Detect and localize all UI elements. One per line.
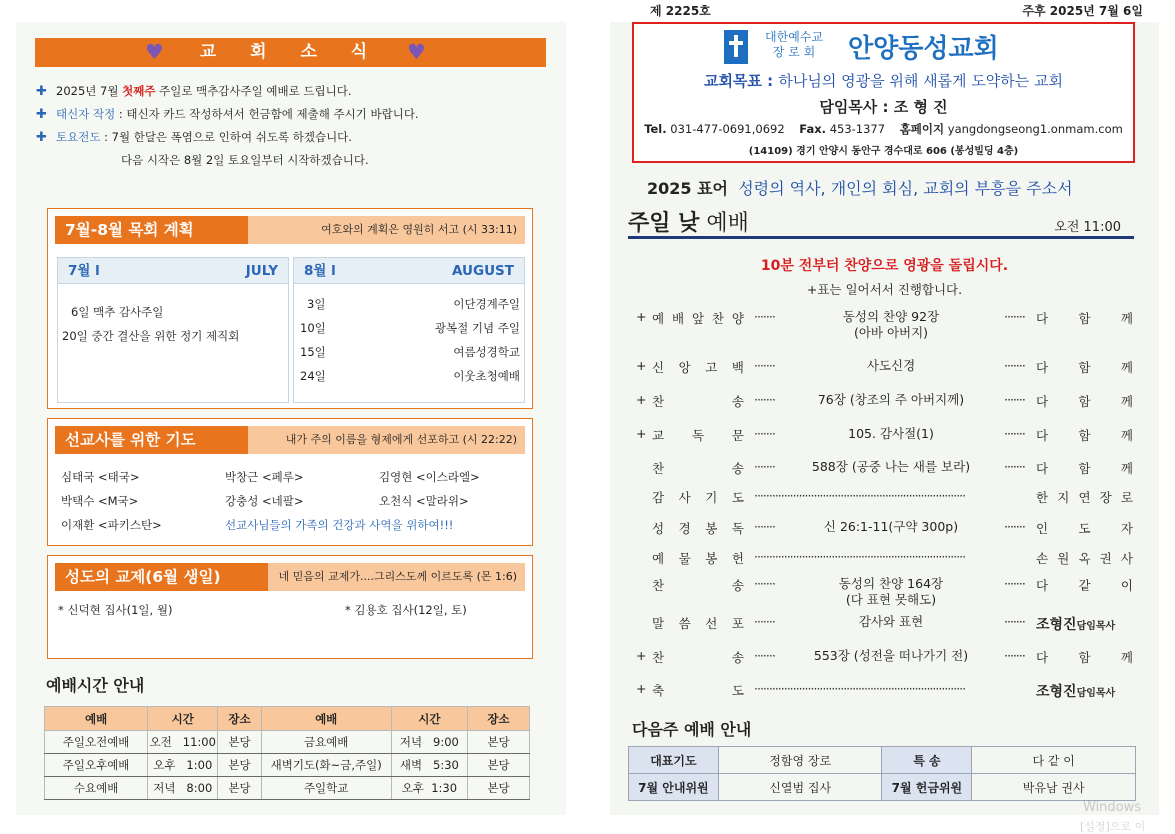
worship-times-table bbox=[44, 706, 530, 800]
table-header: 시간 bbox=[391, 707, 467, 731]
table-cell: 본당 bbox=[468, 754, 530, 777]
table-cell: 박유남 권사 bbox=[972, 774, 1136, 801]
table-cell: 본당 bbox=[468, 777, 530, 800]
table-cell: 특 송 bbox=[882, 747, 972, 774]
august-header: 8월 l AUGUST bbox=[294, 258, 524, 284]
order-item-leader: 다 함 께 bbox=[1036, 461, 1133, 476]
table-header: 장소 bbox=[218, 707, 261, 731]
next-week-table bbox=[628, 746, 1136, 801]
news-item: 다음 시작은 8월 2일 토요일부터 시작하겠습니다. bbox=[121, 153, 369, 167]
table-cell: 주일오전예배 bbox=[45, 731, 148, 754]
activation-watermark-sub: [설정]으로 이 bbox=[1080, 820, 1146, 833]
order-item-name: 말 씀 선 포 bbox=[652, 616, 744, 631]
birthday-item: * 신덕현 집사(1일, 월) bbox=[58, 603, 173, 617]
bulletin-date: 주후 2025년 7월 6일 bbox=[1022, 4, 1143, 18]
church-news-header bbox=[35, 38, 546, 67]
table-cell: 주일오후예배 bbox=[45, 754, 148, 777]
order-item-leader: 다 함 께 bbox=[1036, 311, 1133, 326]
order-item-leader: 다 함 께 bbox=[1036, 650, 1133, 665]
issue-number: 제 2225호 bbox=[650, 4, 711, 18]
august-item: 15일 여름성경학교 bbox=[300, 345, 520, 359]
table-cell: 주일학교 bbox=[261, 777, 391, 800]
order-item-name: 예 물 봉 헌 bbox=[652, 551, 744, 566]
pastoral-plan-header bbox=[55, 216, 525, 244]
table-cell: 수요예배 bbox=[45, 777, 148, 800]
table-cell: 본당 bbox=[218, 754, 261, 777]
order-item-leader: 한 지 연 장 로 bbox=[1036, 490, 1133, 505]
table-cell: 본당 bbox=[218, 731, 261, 754]
denomination: 대한예수교 장 로 회 bbox=[765, 30, 823, 59]
table-row bbox=[45, 777, 530, 800]
table-cell: 정함영 장로 bbox=[718, 747, 882, 774]
table-cell: 저녁 9:00 bbox=[391, 731, 467, 754]
order-item-name: 찬 송 bbox=[652, 394, 744, 409]
stand-note: +표는 일어서서 진행합니다. bbox=[806, 282, 963, 297]
order-item-leader: 다 함 께 bbox=[1036, 360, 1133, 375]
table-cell: 금요예배 bbox=[261, 731, 391, 754]
missionary-prayer-verse: 내가 주의 이름을 형제에게 선포하고 (시 22:22) bbox=[285, 433, 517, 446]
table-cell: 새벽 5:30 bbox=[391, 754, 467, 777]
news-item: ✚ 태신자 작정 : 태신자 카드 작성하셔서 헌금함에 제출해 주시기 바랍니다. bbox=[36, 103, 556, 126]
fellowship-verse: 네 믿음의 교제가....그리스도께 이르도록 (몬 1:6) bbox=[278, 570, 517, 583]
order-item-content: 동성의 찬양 92장 (아바 아버지) bbox=[842, 309, 940, 340]
order-item-leader: 손 원 옥 권 사 bbox=[1036, 551, 1133, 566]
service-time: 오전 11:00 bbox=[1054, 220, 1121, 235]
contact-info: Tel. 031-477-0691,0692 Fax. 453-1377 홈페이지 yangdongseong1.onmam.com bbox=[644, 122, 1123, 136]
heart-icon: ♥ bbox=[145, 40, 164, 64]
news-item: ✚ 2025년 7월 첫째주 주일로 맥추감사주일 예배로 드립니다. bbox=[36, 80, 556, 103]
order-item-content: 76장 (창조의 주 아버지께) bbox=[817, 392, 965, 407]
order-item-leader: 조형진담임목사 bbox=[1036, 617, 1116, 633]
praise-note: 10분 전부터 찬양으로 영광을 돌립시다. bbox=[760, 258, 1009, 274]
august-item: 3일 이단경계주일 bbox=[307, 297, 520, 311]
july-panel bbox=[57, 257, 289, 403]
cross-bullet-icon: ✚ bbox=[36, 107, 47, 122]
order-item-name: 성 경 봉 독 bbox=[652, 521, 744, 536]
order-item-content: 105. 감사절(1) bbox=[848, 426, 934, 441]
service-title: 주일 낮 예배 bbox=[628, 211, 749, 236]
missionary-name: 박창근 <페루> bbox=[225, 470, 304, 484]
table-cell: 저녁 8:00 bbox=[148, 777, 218, 800]
table-header: 예배 bbox=[261, 707, 391, 731]
table-row bbox=[629, 747, 1136, 774]
divider bbox=[628, 236, 1134, 239]
cross-logo-icon bbox=[724, 30, 748, 64]
missionary-name: 박택수 <M국> bbox=[61, 494, 139, 508]
table-cell: 본당 bbox=[468, 731, 530, 754]
church-news-title: 교 회 소 식 bbox=[199, 42, 382, 62]
pastoral-plan-box bbox=[47, 208, 533, 409]
order-item-content: 553장 (성전을 떠나가기 전) bbox=[813, 648, 969, 663]
july-header: 7월 l JULY bbox=[58, 258, 288, 284]
table-row bbox=[45, 754, 530, 777]
worship-times-title: 예배시간 안내 bbox=[46, 676, 145, 695]
church-news-list bbox=[36, 80, 556, 172]
table-cell: 대표기도 bbox=[629, 747, 719, 774]
table-header: 장소 bbox=[468, 707, 530, 731]
order-item-content: 동성의 찬양 164장 (다 표현 못해도) bbox=[838, 576, 944, 607]
cross-bullet-icon: ✚ bbox=[36, 84, 47, 99]
year-motto: 2025 표어 성령의 역사, 개인의 회심, 교회의 부흥을 주소서 bbox=[647, 179, 1073, 198]
order-item-content: 신 26:1-11(구약 300p) bbox=[823, 519, 959, 534]
church-name: 안양동성교회 bbox=[848, 34, 999, 64]
missionary-name: 김영현 <이스라엘> bbox=[379, 470, 480, 484]
order-item-name: 찬 송 bbox=[652, 461, 744, 476]
right-page: 제 2225호 주후 2025년 7월 6일 대한예수교 장 로 회 안양동성교회 교회목표 : 하나님의 영광을 위해 새롭게 도약하는 교회 담임목사 : 조 형 진 Tel. 031-477-0691,0692 Fax. 453-1377 홈페이지 yangdongseong1.onmam.com (14109) 경기 안양시 동안구 경수대로 606 (봉성빌딩 4층) 2025 표어 성령의 역사, 개인의 회심, 교회의 부흥을 주소서 주일 낮 예배 오전 11:00 10분 전부터 찬양으로 영광을 돌립시다. +표는 일어서서 진행합니다. + 예 배 앞 찬 양 ······· 동성의 찬양 92장 (아바 아버지) ······· 다 함 께 + 신 앙 고 백 ······· 사도신경 ······· 다 함 께 + 찬 송 ······· 76장 (창조의 주 아버지께) ······· 다 함 께 + 교 독 문 ······· 105. 감사절(1) ······· 다 함 께 찬 송 ······· 588장 (공중 나는 새를 보라) ······· 다 함 께 감 사 기 도 ······································································· 한 지 연 장 로 성 경 봉 독 ······· 신 26:1-11(구약 300p) ······· 인 도 자 예 물 봉 헌 ······································································· 손 원 옥 권 사 찬 송 ······· 동성의 찬양 164장 (다 표현 못해도) ······· 다 같 이 말 씀 선 포 ······· 감사와 표현 ······· 조형진담임목사 + 찬 송 ······· 553장 (성전을 떠나가기 전) ······· 다 함 께 + 축 도 ······································································· 조형진담임목사 다음주 예배 안내 대표기도 정함영 장로 특 송 다 같 이 7월 안내위원 신열범 집사 7월 헌금위원 박유남 권사 bbox=[610, 22, 1159, 815]
july-item: 6일 맥추 감사주일 bbox=[71, 305, 164, 319]
missionary-prayer-box bbox=[47, 418, 533, 546]
church-goal: 교회목표 : 하나님의 영광을 위해 새롭게 도약하는 교회 bbox=[703, 72, 1064, 90]
august-panel bbox=[293, 257, 525, 403]
missionary-prayer-header bbox=[55, 426, 525, 454]
august-item: 10일 광복절 기념 주일 bbox=[300, 321, 520, 335]
senior-pastor: 담임목사 : 조 형 진 bbox=[819, 98, 948, 116]
table-row bbox=[45, 731, 530, 754]
missionary-prayer-text: 선교사님들의 가족의 건강과 사역을 위하여!!! bbox=[225, 518, 454, 532]
church-address: (14109) 경기 안양시 동안구 경수대로 606 (봉성빌딩 4층) bbox=[748, 146, 1019, 157]
order-item-name: 축 도 bbox=[652, 683, 744, 698]
table-row bbox=[629, 774, 1136, 801]
order-item-name: 감 사 기 도 bbox=[652, 490, 744, 505]
birthday-item: * 김용호 집사(12일, 토) bbox=[345, 603, 467, 617]
pastoral-plan-verse: 여호와의 계획은 영원히 서고 (시 33:11) bbox=[321, 223, 517, 236]
table-header: 시간 bbox=[148, 707, 218, 731]
fellowship-label: 성도의 교제(6월 생일) bbox=[55, 563, 268, 591]
order-item-name: 찬 송 bbox=[652, 578, 744, 593]
table-cell: 본당 bbox=[218, 777, 261, 800]
order-item-name: 교 독 문 bbox=[652, 428, 744, 443]
table-cell: 7월 안내위원 bbox=[629, 774, 719, 801]
order-item-leader: 다 함 께 bbox=[1036, 428, 1133, 443]
next-week-title: 다음주 예배 안내 bbox=[632, 720, 752, 739]
july-item: 20일 중간 결산을 위한 정기 제직회 bbox=[62, 329, 240, 343]
news-item: ✚ 토요전도 : 7월 한달은 폭염으로 인하여 쉬도록 하겠습니다. bbox=[36, 126, 556, 149]
left-page bbox=[16, 22, 566, 815]
order-item-content: 사도신경 bbox=[866, 358, 916, 373]
order-item-name: 찬 송 bbox=[652, 650, 744, 665]
heart-icon: ♥ bbox=[407, 40, 426, 64]
order-item-leader: 다 같 이 bbox=[1036, 578, 1133, 593]
cross-bullet-icon: ✚ bbox=[36, 130, 47, 145]
order-item-leader: 다 함 께 bbox=[1036, 394, 1133, 409]
order-item-content: 588장 (공중 나는 새를 보라) bbox=[811, 459, 971, 474]
missionary-name: 심태국 <태국> bbox=[61, 470, 140, 484]
missionary-name: 오천식 <말라위> bbox=[379, 494, 469, 508]
table-cell: 오후 1:00 bbox=[148, 754, 218, 777]
order-item-leader: 인 도 자 bbox=[1036, 521, 1133, 536]
fellowship-header bbox=[55, 563, 525, 591]
august-item: 24일 이웃초청예배 bbox=[300, 369, 520, 383]
missionary-name: 강충성 <네팔> bbox=[225, 494, 304, 508]
table-cell: 새벽기도(화~금,주일) bbox=[261, 754, 391, 777]
missionary-prayer-label: 선교사를 위한 기도 bbox=[55, 426, 248, 454]
order-item-leader: 조형진담임목사 bbox=[1036, 684, 1116, 700]
order-item-name: 예 배 앞 찬 양 bbox=[652, 311, 744, 326]
table-header: 예배 bbox=[45, 707, 148, 731]
order-item-content: 감사와 표현 bbox=[858, 614, 924, 629]
table-cell: 다 같 이 bbox=[972, 747, 1136, 774]
order-item-name: 신 앙 고 백 bbox=[652, 360, 744, 375]
missionary-name: 이재환 <파키스탄> bbox=[61, 518, 162, 532]
table-cell: 7월 헌금위원 bbox=[882, 774, 972, 801]
activation-watermark: Windows bbox=[1083, 800, 1142, 815]
pastoral-plan-label: 7월-8월 목회 계획 bbox=[55, 216, 248, 244]
table-cell: 오후 1:30 bbox=[391, 777, 467, 800]
table-cell: 오전 11:00 bbox=[148, 731, 218, 754]
table-cell: 신열범 집사 bbox=[718, 774, 882, 801]
church-header-box bbox=[632, 22, 1135, 163]
fellowship-box bbox=[47, 555, 533, 659]
